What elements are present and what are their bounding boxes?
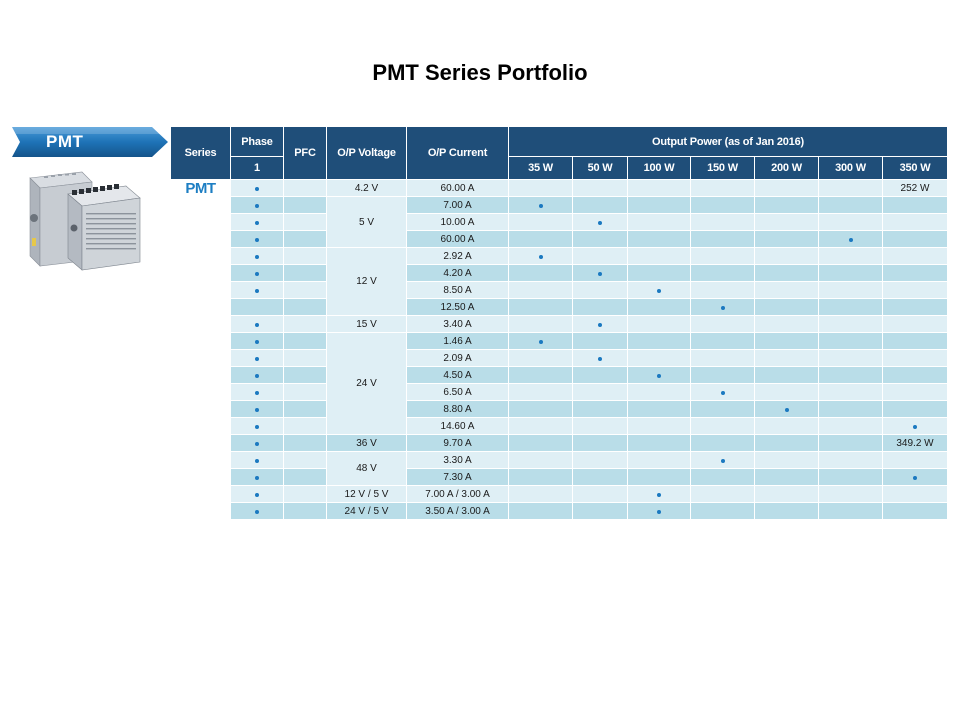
power-cell-100w <box>628 503 691 520</box>
power-cell-50w <box>573 333 628 350</box>
power-cell-50w <box>573 282 628 299</box>
current-cell: 8.80 A <box>407 401 509 418</box>
power-cell-100w <box>628 333 691 350</box>
power-cell-100w <box>628 197 691 214</box>
phase-cell <box>231 486 284 503</box>
power-cell-200w <box>755 367 819 384</box>
power-cell-50w <box>573 401 628 418</box>
power-cell-100w <box>628 435 691 452</box>
header-watt-100: 100 W <box>628 157 691 180</box>
power-cell-35w <box>509 180 573 197</box>
pfc-cell <box>284 401 327 418</box>
power-cell-300w <box>819 503 883 520</box>
pmt-series-tab <box>12 127 168 157</box>
current-cell: 60.00 A <box>407 231 509 248</box>
phase-dot-icon <box>255 323 259 327</box>
power-cell-35w <box>509 248 573 265</box>
power-cell-300w <box>819 180 883 197</box>
power-value: 349.2 W <box>896 437 934 449</box>
power-dot-icon <box>785 408 789 412</box>
current-cell: 2.09 A <box>407 350 509 367</box>
power-cell-150w <box>691 367 755 384</box>
table-row <box>171 486 948 503</box>
power-cell-350w <box>883 282 948 299</box>
power-cell-200w <box>755 299 819 316</box>
table-row <box>171 469 948 486</box>
power-cell-200w <box>755 248 819 265</box>
phase-dot-icon <box>255 374 259 378</box>
phase-cell <box>231 316 284 333</box>
voltage-cell: 36 V <box>327 435 407 452</box>
power-cell-100w <box>628 367 691 384</box>
header-current: O/P Current <box>407 127 509 180</box>
power-cell-350w <box>883 299 948 316</box>
phase-cell <box>231 180 284 197</box>
phase-cell <box>231 231 284 248</box>
phase-cell <box>231 401 284 418</box>
header-watt-200: 200 W <box>755 157 819 180</box>
power-cell-200w <box>755 418 819 435</box>
power-dot-icon <box>657 289 661 293</box>
header-watt-35: 35 W <box>509 157 573 180</box>
power-cell-35w <box>509 367 573 384</box>
power-cell-300w <box>819 197 883 214</box>
phase-dot-icon <box>255 255 259 259</box>
power-cell-350w <box>883 452 948 469</box>
header-watt-50: 50 W <box>573 157 628 180</box>
power-cell-300w <box>819 486 883 503</box>
power-cell-150w <box>691 214 755 231</box>
power-cell-150w <box>691 316 755 333</box>
power-cell-150w <box>691 231 755 248</box>
power-cell-50w <box>573 384 628 401</box>
current-cell: 3.40 A <box>407 316 509 333</box>
table-row <box>171 180 948 197</box>
power-cell-50w <box>573 350 628 367</box>
power-cell-100w <box>628 452 691 469</box>
current-cell: 9.70 A <box>407 435 509 452</box>
power-cell-300w <box>819 231 883 248</box>
tab-arrow-shape <box>12 127 168 157</box>
pfc-cell <box>284 316 327 333</box>
power-cell-50w <box>573 180 628 197</box>
phase-dot-icon <box>255 272 259 276</box>
table-row <box>171 265 948 282</box>
power-cell-350w <box>883 503 948 520</box>
power-cell-150w <box>691 350 755 367</box>
power-cell-200w <box>755 350 819 367</box>
power-cell-150w <box>691 452 755 469</box>
power-cell-300w <box>819 248 883 265</box>
phase-dot-icon <box>255 493 259 497</box>
power-cell-50w <box>573 214 628 231</box>
power-cell-35w <box>509 503 573 520</box>
phase-dot-icon <box>255 391 259 395</box>
current-cell: 2.92 A <box>407 248 509 265</box>
pfc-cell <box>284 350 327 367</box>
voltage-cell: 15 V <box>327 316 407 333</box>
power-cell-200w <box>755 469 819 486</box>
header-voltage: O/P Voltage <box>327 127 407 180</box>
power-cell-100w <box>628 418 691 435</box>
power-cell-100w <box>628 469 691 486</box>
pfc-cell <box>284 503 327 520</box>
power-dot-icon <box>913 425 917 429</box>
header-output-power: Output Power (as of Jan 2016) <box>509 127 948 157</box>
power-cell-150w <box>691 333 755 350</box>
table-row <box>171 333 948 350</box>
power-dot-icon <box>721 306 725 310</box>
phase-cell <box>231 435 284 452</box>
power-cell-100w <box>628 350 691 367</box>
power-cell-300w <box>819 282 883 299</box>
power-dot-icon <box>721 391 725 395</box>
power-dot-icon <box>539 340 543 344</box>
phase-cell <box>231 282 284 299</box>
power-cell-150w <box>691 435 755 452</box>
power-cell-300w <box>819 367 883 384</box>
power-cell-350w <box>883 435 948 452</box>
power-cell-50w <box>573 452 628 469</box>
power-cell-50w <box>573 265 628 282</box>
power-dot-icon <box>849 238 853 242</box>
phase-cell <box>231 265 284 282</box>
page-title: PMT Series Portfolio <box>372 60 588 85</box>
pfc-cell <box>284 248 327 265</box>
power-cell-300w <box>819 401 883 418</box>
power-cell-350w <box>883 316 948 333</box>
power-cell-35w <box>509 299 573 316</box>
voltage-cell: 12 V / 5 V <box>327 486 407 503</box>
power-cell-350w <box>883 333 948 350</box>
power-cell-300w <box>819 469 883 486</box>
power-cell-100w <box>628 214 691 231</box>
header-phase-value: 1 <box>231 157 284 180</box>
power-cell-350w <box>883 197 948 214</box>
current-cell: 10.00 A <box>407 214 509 231</box>
power-cell-200w <box>755 486 819 503</box>
phase-cell <box>231 350 284 367</box>
pfc-cell <box>284 180 327 197</box>
current-cell: 3.50 A / 3.00 A <box>407 503 509 520</box>
pfc-cell <box>284 452 327 469</box>
power-cell-150w <box>691 384 755 401</box>
table-row <box>171 503 948 520</box>
power-cell-200w <box>755 180 819 197</box>
header-series: Series <box>171 127 231 180</box>
power-cell-350w <box>883 248 948 265</box>
header-watt-300: 300 W <box>819 157 883 180</box>
power-cell-100w <box>628 180 691 197</box>
current-cell: 4.20 A <box>407 265 509 282</box>
power-cell-100w <box>628 316 691 333</box>
power-cell-35w <box>509 435 573 452</box>
power-dot-icon <box>598 221 602 225</box>
power-cell-200w <box>755 231 819 248</box>
power-value: 252 W <box>900 182 930 194</box>
power-cell-50w <box>573 299 628 316</box>
phase-cell <box>231 299 284 316</box>
table-row <box>171 299 948 316</box>
power-cell-200w <box>755 384 819 401</box>
power-cell-100w <box>628 401 691 418</box>
table-row <box>171 435 948 452</box>
power-cell-50w <box>573 503 628 520</box>
current-cell: 8.50 A <box>407 282 509 299</box>
power-cell-300w <box>819 350 883 367</box>
pfc-cell <box>284 435 327 452</box>
power-cell-100w <box>628 299 691 316</box>
power-cell-150w <box>691 248 755 265</box>
power-cell-35w <box>509 214 573 231</box>
power-cell-200w <box>755 214 819 231</box>
table-row <box>171 248 948 265</box>
power-cell-100w <box>628 231 691 248</box>
phase-cell <box>231 384 284 401</box>
power-cell-35w <box>509 231 573 248</box>
pfc-cell <box>284 384 327 401</box>
current-cell: 6.50 A <box>407 384 509 401</box>
phase-dot-icon <box>255 476 259 480</box>
power-cell-300w <box>819 435 883 452</box>
power-cell-200w <box>755 316 819 333</box>
power-cell-350w <box>883 180 948 197</box>
power-cell-35w <box>509 401 573 418</box>
power-cell-200w <box>755 401 819 418</box>
header-watt-350: 350 W <box>883 157 948 180</box>
current-cell: 12.50 A <box>407 299 509 316</box>
power-cell-300w <box>819 299 883 316</box>
power-cell-35w <box>509 452 573 469</box>
current-cell: 3.30 A <box>407 452 509 469</box>
pfc-cell <box>284 231 327 248</box>
phase-dot-icon <box>255 425 259 429</box>
power-cell-350w <box>883 231 948 248</box>
table-row <box>171 452 948 469</box>
current-cell: 60.00 A <box>407 180 509 197</box>
power-cell-35w <box>509 350 573 367</box>
series-cell <box>171 180 231 520</box>
power-cell-350w <box>883 367 948 384</box>
power-cell-350w <box>883 214 948 231</box>
power-cell-200w <box>755 435 819 452</box>
phase-cell <box>231 418 284 435</box>
power-cell-150w <box>691 282 755 299</box>
power-cell-150w <box>691 401 755 418</box>
tab-label: PMT <box>46 132 84 151</box>
power-dot-icon <box>657 374 661 378</box>
power-cell-100w <box>628 486 691 503</box>
power-dot-icon <box>657 493 661 497</box>
phase-dot-icon <box>255 187 259 191</box>
table-row <box>171 231 948 248</box>
power-cell-300w <box>819 316 883 333</box>
voltage-cell: 24 V / 5 V <box>327 503 407 520</box>
pfc-cell <box>284 333 327 350</box>
power-cell-350w <box>883 401 948 418</box>
power-cell-35w <box>509 469 573 486</box>
phase-dot-icon <box>255 357 259 361</box>
table-row <box>171 197 948 214</box>
power-dot-icon <box>539 204 543 208</box>
pfc-cell <box>284 197 327 214</box>
table-row <box>171 401 948 418</box>
power-cell-35w <box>509 282 573 299</box>
table-row <box>171 350 948 367</box>
power-dot-icon <box>913 476 917 480</box>
power-cell-150w <box>691 469 755 486</box>
current-cell: 7.00 A <box>407 197 509 214</box>
power-cell-200w <box>755 197 819 214</box>
power-cell-200w <box>755 452 819 469</box>
current-cell: 7.30 A <box>407 469 509 486</box>
power-cell-200w <box>755 503 819 520</box>
header-watt-150: 150 W <box>691 157 755 180</box>
power-cell-350w <box>883 469 948 486</box>
power-cell-35w <box>509 197 573 214</box>
phase-cell <box>231 367 284 384</box>
power-cell-200w <box>755 282 819 299</box>
power-cell-100w <box>628 248 691 265</box>
power-cell-50w <box>573 248 628 265</box>
voltage-cell: 5 V <box>327 197 407 248</box>
voltage-cell: 12 V <box>327 248 407 316</box>
power-cell-350w <box>883 265 948 282</box>
power-cell-50w <box>573 231 628 248</box>
power-dot-icon <box>657 510 661 514</box>
table-row <box>171 384 948 401</box>
power-cell-150w <box>691 180 755 197</box>
portfolio-table <box>170 126 948 520</box>
power-cell-150w <box>691 299 755 316</box>
phase-dot-icon <box>255 340 259 344</box>
power-cell-50w <box>573 469 628 486</box>
power-cell-150w <box>691 197 755 214</box>
power-dot-icon <box>721 459 725 463</box>
table-row <box>171 316 948 333</box>
phase-cell <box>231 469 284 486</box>
power-cell-350w <box>883 384 948 401</box>
table-row <box>171 214 948 231</box>
power-cell-35w <box>509 384 573 401</box>
power-dot-icon <box>598 323 602 327</box>
power-cell-50w <box>573 197 628 214</box>
power-cell-50w <box>573 486 628 503</box>
power-cell-300w <box>819 452 883 469</box>
power-cell-350w <box>883 486 948 503</box>
phase-dot-icon <box>255 221 259 225</box>
power-cell-35w <box>509 333 573 350</box>
power-dot-icon <box>598 272 602 276</box>
phase-cell <box>231 452 284 469</box>
pfc-cell <box>284 299 327 316</box>
current-cell: 1.46 A <box>407 333 509 350</box>
power-cell-200w <box>755 333 819 350</box>
phase-cell <box>231 214 284 231</box>
table-row <box>171 282 948 299</box>
phase-dot-icon <box>255 459 259 463</box>
header-phase: Phase <box>231 127 284 157</box>
current-cell: 14.60 A <box>407 418 509 435</box>
power-cell-35w <box>509 316 573 333</box>
power-cell-50w <box>573 367 628 384</box>
series-logo: PMT <box>185 180 216 197</box>
power-cell-200w <box>755 265 819 282</box>
product-image <box>22 168 152 273</box>
phase-cell <box>231 197 284 214</box>
power-cell-150w <box>691 265 755 282</box>
phase-dot-icon <box>255 238 259 242</box>
phase-dot-icon <box>255 204 259 208</box>
power-cell-300w <box>819 214 883 231</box>
pfc-cell <box>284 214 327 231</box>
power-cell-350w <box>883 350 948 367</box>
power-cell-35w <box>509 265 573 282</box>
power-cell-100w <box>628 282 691 299</box>
phase-dot-icon <box>255 442 259 446</box>
table-row <box>171 418 948 435</box>
phase-cell <box>231 333 284 350</box>
power-dot-icon <box>598 357 602 361</box>
pfc-cell <box>284 469 327 486</box>
power-cell-35w <box>509 418 573 435</box>
phase-cell <box>231 503 284 520</box>
power-cell-50w <box>573 435 628 452</box>
pfc-cell <box>284 418 327 435</box>
current-cell: 4.50 A <box>407 367 509 384</box>
power-cell-100w <box>628 265 691 282</box>
power-cell-300w <box>819 418 883 435</box>
power-cell-35w <box>509 486 573 503</box>
power-cell-300w <box>819 265 883 282</box>
pfc-cell <box>284 282 327 299</box>
voltage-cell: 4.2 V <box>327 180 407 197</box>
power-dot-icon <box>539 255 543 259</box>
power-cell-300w <box>819 333 883 350</box>
table-body <box>171 180 948 520</box>
phase-dot-icon <box>255 289 259 293</box>
power-cell-50w <box>573 418 628 435</box>
voltage-cell: 24 V <box>327 333 407 435</box>
power-cell-350w <box>883 418 948 435</box>
pfc-cell <box>284 486 327 503</box>
pfc-cell <box>284 265 327 282</box>
power-cell-100w <box>628 384 691 401</box>
phase-cell <box>231 248 284 265</box>
power-cell-150w <box>691 486 755 503</box>
table-row <box>171 367 948 384</box>
pfc-cell <box>284 367 327 384</box>
header-pfc: PFC <box>284 127 327 180</box>
power-cell-150w <box>691 503 755 520</box>
phase-dot-icon <box>255 510 259 514</box>
current-cell: 7.00 A / 3.00 A <box>407 486 509 503</box>
power-cell-50w <box>573 316 628 333</box>
voltage-cell: 48 V <box>327 452 407 486</box>
power-cell-150w <box>691 418 755 435</box>
power-cell-300w <box>819 384 883 401</box>
phase-dot-icon <box>255 408 259 412</box>
